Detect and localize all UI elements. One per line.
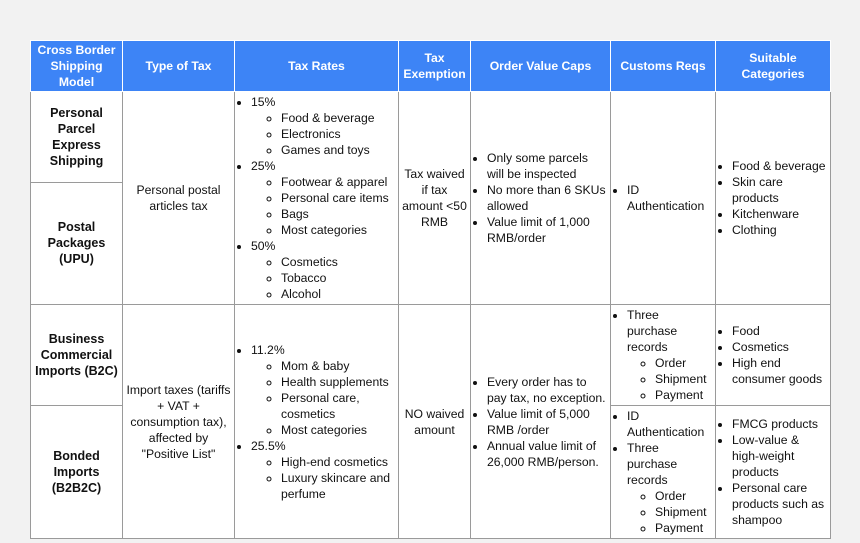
header-shipping-model: Cross Border Shipping Model (31, 41, 123, 92)
category-item: ◦ Tobacco (281, 270, 395, 286)
list-item: • Value limit of 1,000 RMB/order (487, 214, 607, 246)
list-item: • Only some parcels will be inspected (487, 150, 607, 182)
list-item: • High end consumer goods (732, 355, 827, 387)
category-item: ◦ Food & beverage (281, 110, 395, 126)
list-item: ◦ Shipment (655, 504, 712, 520)
category-item: ◦ Personal care items (281, 190, 395, 206)
order-value-caps-personal (471, 92, 611, 305)
tax-rates-personal (235, 92, 399, 305)
header-suitable-categories: Suitable Categories (716, 41, 831, 92)
category-item: ◦ Cosmetics (281, 254, 395, 270)
model-postal-packages: Postal Packages (UPU) (31, 182, 123, 304)
list-item: • FMCG products (732, 416, 827, 432)
list-item: ◦ Payment (655, 387, 712, 403)
list-item: ◦ Order (655, 355, 712, 371)
list-item: • Food & beverage (732, 158, 827, 174)
category-item: ◦ Mom & baby (281, 358, 395, 374)
list-item: • ID Authentication (627, 182, 712, 214)
list-item: • Food (732, 323, 827, 339)
list-item: ◦ Order (655, 488, 712, 504)
order-value-caps-business (471, 305, 611, 539)
list-item: • Kitchenware (732, 206, 827, 222)
tax-rates-business (235, 305, 399, 539)
suitable-categories-personal (716, 92, 831, 305)
category-item: ◦ Health supplements (281, 374, 395, 390)
suitable-categories-b2c (716, 305, 831, 406)
list-item: • ID Authentication (627, 408, 712, 440)
category-item: ◦ Bags (281, 206, 395, 222)
category-item: ◦ Personal care, cosmetics (281, 390, 395, 422)
list-item: • Skin care products (732, 174, 827, 206)
cross-border-tax-table (30, 40, 831, 539)
list-item: ◦ Payment (655, 520, 712, 536)
rate-item: • 25.5% ◦ High-end cosmetics ◦ Luxury skincare and perfume (251, 438, 395, 502)
tax-comparison-table-wrapper (30, 40, 830, 539)
header-customs-reqs: Customs Reqs (611, 41, 716, 92)
list-item: • Three purchase records ◦ Order ◦ Shipment ◦ Payment (627, 440, 712, 536)
customs-reqs-personal (611, 92, 716, 305)
category-item: ◦ High-end cosmetics (281, 454, 395, 470)
category-item: ◦ Luxury skincare and perfume (281, 470, 395, 502)
category-item: ◦ Footwear & apparel (281, 174, 395, 190)
tax-rates-list (238, 94, 395, 302)
list-item: • Value limit of 5,000 RMB /order (487, 406, 607, 438)
header-tax-exemption: Tax Exemption (399, 41, 471, 92)
list-item: • Three purchase records ◦ Order ◦ Shipment ◦ Payment (627, 307, 712, 403)
list-item: • Low-value & high-weight products (732, 432, 827, 480)
list-item: ◦ Shipment (655, 371, 712, 387)
category-item: ◦ Most categories (281, 422, 395, 438)
customs-reqs-b2c (611, 305, 716, 406)
customs-reqs-b2b2c (611, 406, 716, 539)
tax-exemption-business: NO waived amount (399, 305, 471, 539)
table-row-business-commercial (31, 305, 831, 406)
tax-rates-list (238, 342, 395, 502)
model-bonded-imports: Bonded Imports (B2B2C) (31, 406, 123, 539)
suitable-categories-b2b2c (716, 406, 831, 539)
list-item: • Every order has to pay tax, no exception. (487, 374, 607, 406)
header-type-of-tax: Type of Tax (123, 41, 235, 92)
category-item: ◦ Electronics (281, 126, 395, 142)
rate-item: • 25% ◦ Footwear & apparel ◦ Personal care items ◦ Bags ◦ Most categories (251, 158, 395, 238)
rate-item: • 50% ◦ Cosmetics ◦ Tobacco ◦ Alcohol (251, 238, 395, 302)
header-order-value-caps: Order Value Caps (471, 41, 611, 92)
model-personal-parcel: Personal Parcel Express Shipping (31, 92, 123, 183)
list-item: • Personal care products such as shampoo (732, 480, 827, 528)
type-of-tax-personal: Personal postal articles tax (123, 92, 235, 305)
model-business-commercial: Business Commercial Imports (B2C) (31, 305, 123, 406)
list-item: • No more than 6 SKUs allowed (487, 182, 607, 214)
table-row-personal-parcel (31, 92, 831, 183)
rate-item: • 15% ◦ Food & beverage ◦ Electronics ◦ Games and toys (251, 94, 395, 158)
list-item: • Annual value limit of 26,000 RMB/person. (487, 438, 607, 470)
type-of-tax-business: Import taxes (tariffs + VAT + consumption tax), affected by "Positive List" (123, 305, 235, 539)
tax-exemption-personal: Tax waived if tax amount <50 RMB (399, 92, 471, 305)
list-item: • Clothing (732, 222, 827, 238)
list-item: • Cosmetics (732, 339, 827, 355)
header-row (31, 41, 831, 92)
category-item: ◦ Most categories (281, 222, 395, 238)
category-item: ◦ Games and toys (281, 142, 395, 158)
category-item: ◦ Alcohol (281, 286, 395, 302)
rate-item: • 11.2% ◦ Mom & baby ◦ Health supplements ◦ Personal care, cosmetics ◦ Most categories (251, 342, 395, 438)
header-tax-rates: Tax Rates (235, 41, 399, 92)
